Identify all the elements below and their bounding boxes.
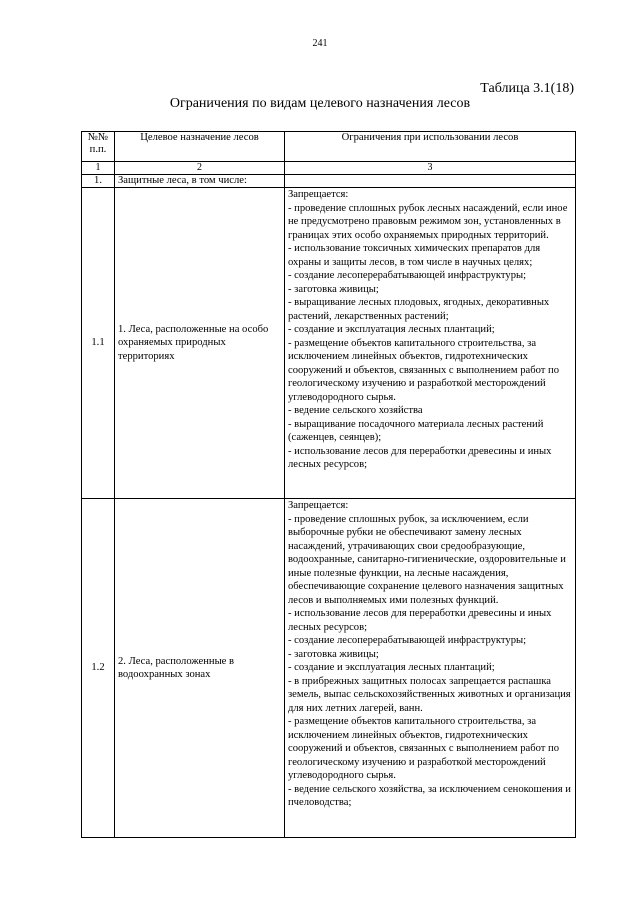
- table-row: [82, 499, 576, 838]
- header-number: №№ п.п.: [82, 132, 115, 162]
- row-restrictions: Запрещается: - проведение сплошных рубок, за исключением, если выборочные рубки не обеспечивают замену лесных насаждений, утрачивающих свои средообразующие, водоохранные, санитарно-гигиенические, оздоровительные и иные полезные функции, на лесные насаждения, обеспечивающие сохранение целевого назначения защитных лесов и выполняемых ими полезных функций. - использование лесов для переработки древесины и иных лесных ресурсов; - создание лесоперерабатывающей инфраструктуры; - заготовка живицы; - создание и эксплуатация лесных плантаций; - в прибрежных защитных полосах запрещается распашка земель, выпас сельскохозяйственных животных и организация для них летних лагерей, ванн. - размещение объектов капитального строительства, за исключением линейных объектов, гидротехнических сооружений и объектов, связанных с выполнением работ по геологическому изучению и разработкой месторождений углеводородного сырья. - ведение сельского хозяйства, за исключением сенокошения и пчеловодства;: [285, 499, 576, 838]
- table-label: Таблица 3.1(18): [480, 81, 574, 96]
- row-number: 1.1: [82, 188, 115, 499]
- table-row: [82, 188, 576, 499]
- table-header-row: [82, 132, 576, 162]
- row-purpose: 2. Леса, расположенные в водоохранных зонах: [115, 499, 285, 838]
- column-number: 1: [82, 162, 115, 175]
- row-restrictions: Запрещается: - проведение сплошных рубок лесных насаждений, если иное не предусмотрено правовым режимом зон, установленных в границах этих особо охраняемых природных территорий. - использование токсичных химических препаратов для охраны и защиты лесов, в том числе в научных целях; - создание лесоперерабатывающей инфраструктуры; - заготовка живицы; - выращивание лесных плодовых, ягодных, декоративных растений, лекарственных растений; - создание и эксплуатация лесных плантаций; - размещение объектов капитального строительства, за исключением линейных объектов, гидротехнических сооружений и объектов, связанных с выполнением работ по геологическому изучению и разработкой месторождений углеводородного сырья. - ведение сельского хозяйства - выращивание посадочного материала лесных растений (саженцев, сеянцев); - использование лесов для переработки древесины и иных лесных ресурсов;: [285, 188, 576, 499]
- document-title: Ограничения по видам целевого назначения лесов: [169, 96, 471, 111]
- row-purpose: Защитные леса, в том числе:: [115, 175, 285, 188]
- column-number: 2: [115, 162, 285, 175]
- row-number: 1.: [82, 175, 115, 188]
- header-purpose: Целевое назначение лесов: [115, 132, 285, 162]
- restrictions-table: [81, 131, 576, 838]
- row-purpose: 1. Леса, расположенные на особо охраняемых природных территориях: [115, 188, 285, 499]
- column-number-row: [82, 162, 576, 175]
- page-number: 241: [312, 38, 328, 49]
- table-row: [82, 175, 576, 188]
- column-number: 3: [285, 162, 576, 175]
- row-number: 1.2: [82, 499, 115, 838]
- row-restrictions: [285, 175, 576, 188]
- header-restrictions: Ограничения при использовании лесов: [285, 132, 576, 162]
